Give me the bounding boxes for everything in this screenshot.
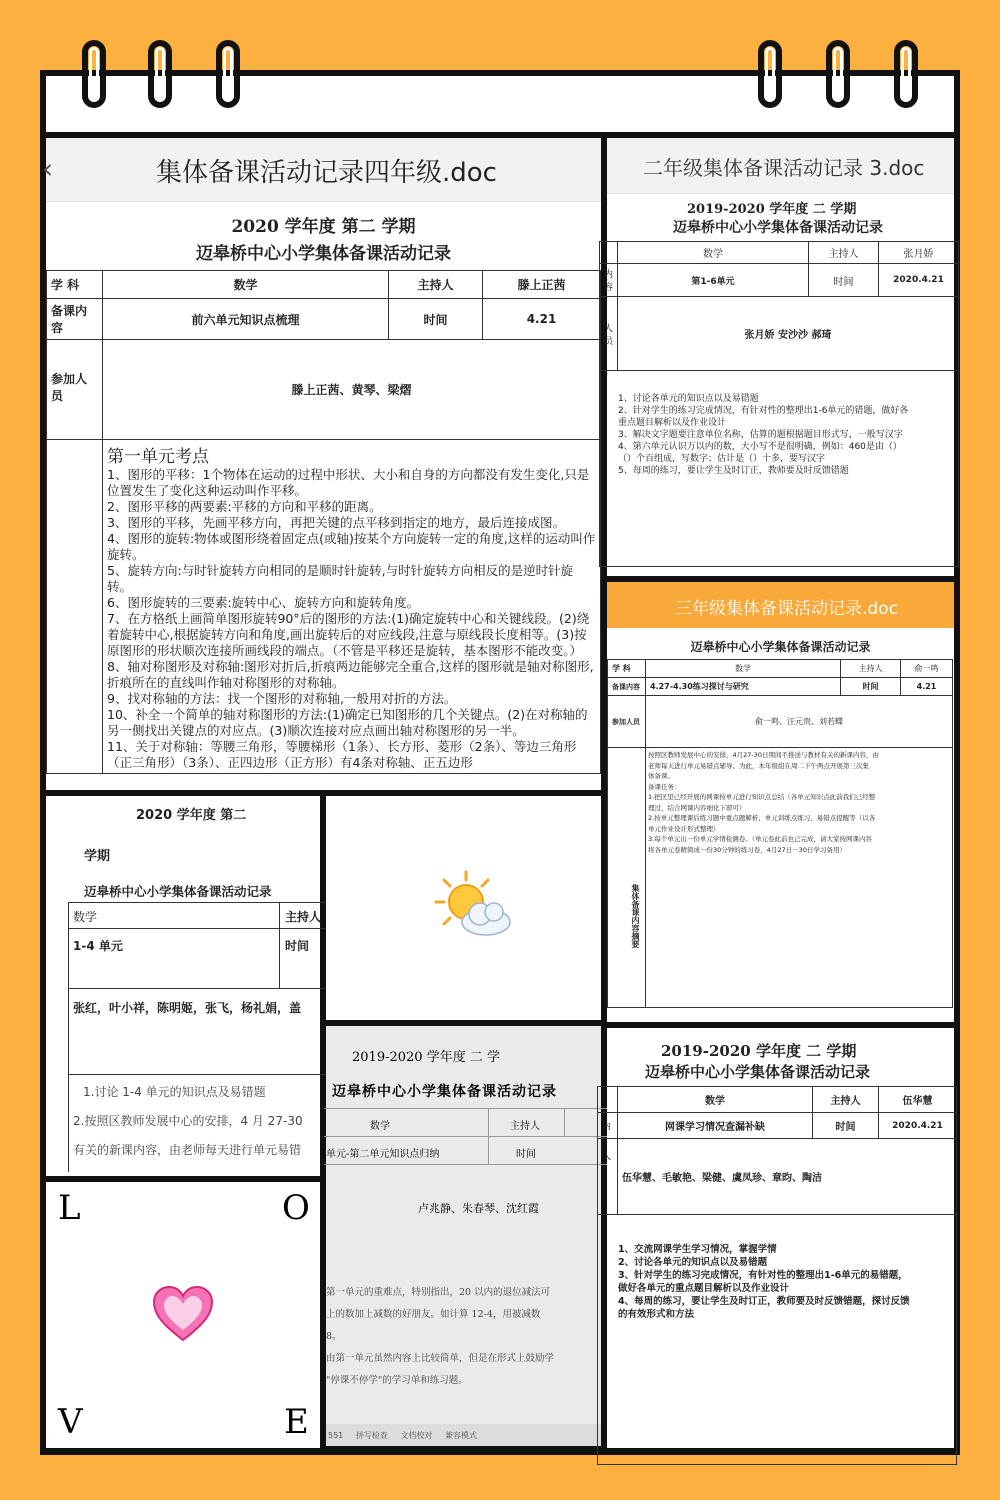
host-value: 张月娇 xyxy=(879,242,959,264)
discussion-line: 5、每周的练习，要让学生及时订正，教师要及时反馈错题 xyxy=(618,466,849,476)
time-value: 4.21 xyxy=(901,678,953,696)
discussion-line: 4、第六单元认识万以内的数，大小写不是很明确，例如：460是由（） xyxy=(618,442,902,452)
year-line: 2019-2020 学年度 二 学 xyxy=(352,1050,500,1065)
participants-value: 伍华慧、毛敏艳、梁健、虞凤珍、章昀、陶洁 xyxy=(618,1139,957,1215)
point-line: 10、补全一个简单的轴对称图形的方法:(1)确定已知图形的几个关键点。(2)在对称轴的另一侧找出关键点的对应点。(3)顺次连接对应点画出轴对称图形的另一半。 xyxy=(107,707,588,738)
content-value: 前六单元知识点梳理 xyxy=(103,299,389,340)
content-label: 备课内容 xyxy=(47,299,103,340)
summary-line: 2.按单元整理课后练习题中重点题解析、单元训练点练习、易错点提醒等（以各 xyxy=(648,814,876,822)
notes-lines xyxy=(326,1282,616,1392)
time-value: 2020.4.21 xyxy=(879,264,959,297)
discussion-line: 重点题目解析以及作业设计 xyxy=(618,418,727,428)
note-line: 由第一单元虽然内容上比较简单，但是在形式上鼓励学 xyxy=(326,1353,555,1364)
point-line: 8、轴对称图形及对称轴:图形对折后,折痕两边能够完全重合,这样的图形就是轴对称图形,折痕所在的直线叫作轴对称图形的对称轴。 xyxy=(107,659,594,690)
love-panel xyxy=(46,1182,320,1448)
pink-heart-icon xyxy=(152,1286,214,1342)
record-heading: 迈皋桥中心小学集体备课活动记录 xyxy=(196,244,451,264)
host-label: 主持人 xyxy=(285,910,322,924)
record-table xyxy=(46,270,601,774)
word-status-bar xyxy=(326,1424,601,1446)
unit-points xyxy=(107,467,596,771)
year-line: 2020 学年度 第二 学期 xyxy=(231,217,416,237)
grade4-record-panel xyxy=(42,138,601,790)
letter-e: E xyxy=(284,1402,309,1442)
record-heading: 迈皋桥中心小学集体备课活动记录 xyxy=(690,640,871,654)
participants-label: 参加人员 xyxy=(47,340,103,440)
point-line: 3、图形的平移，先画平移方向，再把关键的点平移到指定的地方，最后连接成图。 xyxy=(107,515,565,530)
letter-l: L xyxy=(58,1188,81,1228)
subject-label: 学 科 xyxy=(608,660,646,678)
status-word-count: 551 xyxy=(328,1431,344,1440)
binder-ring xyxy=(82,40,106,108)
content-value: 4.27-4.30练习探讨与研究 xyxy=(646,678,841,696)
participants-value: 张月娇 安沙沙 郝琦 xyxy=(618,297,959,371)
point-line: 11、关于对称轴：等腰三角形，等腰梯形（1条）、长方形、菱形（2条）、等边三角形（正三角形）（3条）、正四边形（正方形）有4条对称轴、正五边形 xyxy=(107,739,577,770)
time-value: 4.21 xyxy=(483,299,601,340)
summary-line: 理过，结合网课内容细化下即可） xyxy=(648,803,746,812)
time-label: 时间 xyxy=(841,678,901,696)
note-line: 8。 xyxy=(326,1331,342,1342)
summary-line: 按照区教师发展中心的安排，4月27-30日期间不推送与教材有关的新课内容，由 xyxy=(648,751,880,759)
host-label: 主持人 xyxy=(841,660,901,678)
host-label: 主持人 xyxy=(510,1121,540,1132)
point-line: 1、图形的平移：1个物体在运动的过程中形状、大小和自身的方向都没有发生变化,只是位置发生了变化这种运动叫作平移。 xyxy=(107,467,590,498)
host-value: 伍华慧 xyxy=(879,1087,957,1113)
time-label: 时间 xyxy=(516,1149,536,1160)
grade2-record-panel xyxy=(604,138,954,576)
content-value: 第1-6单元 xyxy=(618,264,809,297)
summary-line: 3.每个单元出一份单元学情检测卷。（单元卷此前也已完成，请大家按网课内容 xyxy=(648,835,872,843)
record-heading: 迈皋桥中心小学集体备课活动记录 xyxy=(645,1063,871,1081)
discussion-line: （）个百组成，写数字；估计是（）十多，要写汉字 xyxy=(618,454,826,464)
binder-ring xyxy=(148,40,172,108)
content-label: 内 xyxy=(598,1113,618,1139)
year-line: 2019-2020 学年度 二 学期 xyxy=(687,202,857,217)
spellcheck-button[interactable]: 拼写检查 xyxy=(355,1431,388,1440)
summary-line: 单元作业设计形式整理） xyxy=(648,824,720,833)
online-class-record-panel xyxy=(602,1028,954,1448)
sun-behind-cloud-icon xyxy=(434,870,514,940)
participants-value: 俞一鸣、汪元贵、刘若蝶 xyxy=(646,696,953,748)
photo-record-panel xyxy=(326,1026,601,1446)
unit-title: 第一单元考点 xyxy=(107,447,209,467)
participants-label: 人 xyxy=(598,1139,618,1215)
note-line: 第一单元的重难点，特别指出，20 以内的退位减法可 xyxy=(326,1287,551,1298)
discussion-lines xyxy=(618,1243,956,1321)
summary-line: 将各单元卷精简成一份30分钟的练习卷，4月27日－30日学习备用） xyxy=(648,845,846,854)
subject-value: 数学 xyxy=(73,910,98,924)
record-heading: 迈皋桥中心小学集体备课活动记录 xyxy=(332,1084,557,1100)
note-line: 上的数加上减数的好朋友。如计算 12-4，用被减数 xyxy=(326,1309,541,1320)
time-label: 时间 xyxy=(813,1113,879,1139)
content-label: 备课内容 xyxy=(608,678,646,696)
host-value: 俞一鸣 xyxy=(901,660,953,678)
subject-label: 学 科 xyxy=(47,271,103,299)
year-line: 2019-2020 学年度 二 学期 xyxy=(661,1042,857,1060)
summary-line: 老师每天进行单元易错点辅导。为此，本年级组在周二下午两点开展第三次集 xyxy=(648,761,869,770)
subject-value: 数学 xyxy=(370,1121,390,1132)
participants-label: 参加人员 xyxy=(608,696,646,748)
discussion-line: 2、针对学生的练习完成情况，有针对性的整理出1-6单元的错题，做好各 xyxy=(618,406,909,416)
unit1-4-record-panel xyxy=(46,796,320,1176)
record-table xyxy=(599,241,959,567)
document-title: 二年级集体备课活动记录 3.doc xyxy=(643,156,925,180)
letter-v: V xyxy=(58,1402,83,1442)
point-line: 9、找对称轴的方法：找一个图形的对称轴,一般用对折的方法。 xyxy=(107,691,457,706)
content-value: 单元-第二单元知识点归纳 xyxy=(326,1149,440,1160)
discussion-line: 1.讨论 1-4 单元的知识点及易错题 xyxy=(83,1085,266,1099)
back-chevron-icon[interactable]: ‹ xyxy=(42,152,54,185)
discussion-line: 4、每周的练习，要让学生及时订正，教师要及时反馈错题，探讨反馈 xyxy=(618,1296,910,1307)
participants-value: 滕上正茜、黄琴、梁熠 xyxy=(103,340,601,440)
notebook-top-strip xyxy=(46,76,954,132)
time-value: 2020.4.21 xyxy=(879,1113,957,1139)
subject-value: 数学 xyxy=(618,242,809,264)
time-label: 时间 xyxy=(285,939,310,953)
participants-label: 人员 xyxy=(600,297,618,371)
content-value: 1-4 单元 xyxy=(73,939,123,953)
discussion-line: 1、交流网课学生学习情况，掌握学情 xyxy=(618,1244,777,1255)
document-title: 集体备课活动记录四年级.doc xyxy=(156,158,497,188)
discussion-line: 2.按照区教师发展中心的安排，4 月 27-30 xyxy=(73,1114,303,1128)
discussion-line: 做好各单元的重点题目解析以及作业设计 xyxy=(618,1283,790,1294)
summary-line: 体备课。 xyxy=(648,772,674,780)
point-line: 2、图形平移的两要素:平移的方向和平移的距离。 xyxy=(107,499,382,514)
point-line: 6、图形旋转的三要素:旋转中心、旋转方向和旋转角度。 xyxy=(107,595,420,610)
host-label: 主持人 xyxy=(809,242,879,264)
time-label: 时间 xyxy=(389,299,483,340)
content-label: 内容 xyxy=(600,264,618,297)
binder-ring xyxy=(894,40,918,108)
discussion-line: 1、讨论各单元的知识点以及易错题 xyxy=(618,394,759,404)
discussion-line: 3、针对学生的练习完成情况，有针对性的整理出1-6单元的易错题， xyxy=(618,1270,908,1281)
term-label: 学期 xyxy=(84,849,111,864)
subject-value: 数学 xyxy=(618,1087,813,1113)
year-line: 2020 学年度 第二 xyxy=(136,808,247,823)
participants-value: 张红，叶小祥，陈明姬，张飞，杨礼娟，盖 xyxy=(73,1001,302,1015)
discussion-line: 的有效形式和方法 xyxy=(618,1309,695,1320)
grade3-record-panel xyxy=(607,582,954,1022)
host-label: 主持人 xyxy=(389,271,483,299)
host-label: 主持人 xyxy=(813,1087,879,1113)
subject-value: 数学 xyxy=(103,271,389,299)
weather-panel xyxy=(326,796,601,1020)
binder-ring xyxy=(216,40,240,108)
subject-value: 数学 xyxy=(646,660,841,678)
document-title: 三年级集体备课活动记录.doc xyxy=(675,599,898,619)
letter-o: O xyxy=(282,1188,310,1228)
point-line: 4、图形的旋转:物体或图形绕着固定点(或轴)按某个方向旋转一定的角度,这样的运动叫作旋转。 xyxy=(107,531,596,562)
binder-ring xyxy=(758,40,782,108)
discussion-line: 3、解决文字题要注意单位名称，估算的题根据题目形式写，一般写汉字 xyxy=(618,430,903,440)
record-heading: 迈皋桥中心小学集体备课活动记录 xyxy=(673,220,883,236)
point-line: 7、在方格纸上画简单图形旋转90°后的图形的方法:(1)确定旋转中心和关键线段。(2)绕着旋转中心,根据旋转方向和角度,画出旋转后的对应线段,注意与原线段长度相等。(3)按原图形的形状顺次连接所画线段的端点。（不管是平移还是旋转，基本图形不能改变。） xyxy=(107,611,590,658)
summary-lines xyxy=(648,750,952,855)
binder-ring xyxy=(826,40,850,108)
compat-mode-label: 兼容模式 xyxy=(444,1431,477,1440)
discussion-line: 2、讨论各单元的知识点以及易错题 xyxy=(618,1257,768,1268)
summary-line: 1.把区里已经开展的网课按单元进行知识点总结（各单元知识点此前我们已经整 xyxy=(648,793,876,801)
note-line: "停课不停学"的学习单和练习题。 xyxy=(326,1375,468,1386)
proofread-button[interactable]: 文档校对 xyxy=(400,1431,433,1440)
record-table xyxy=(597,1086,957,1465)
content-value: 网课学习情况查漏补缺 xyxy=(618,1113,813,1139)
discussion-line: 有关的新课内容，由老师每天进行单元易错 xyxy=(73,1143,302,1157)
record-heading: 迈皋桥中心小学集体备课活动记录 xyxy=(84,884,272,899)
host-value: 滕上正茜 xyxy=(483,271,601,299)
discussion-lines xyxy=(618,393,954,477)
point-line: 5、旋转方向:与时针旋转方向相同的是顺时针旋转,与时针旋转方向相反的是逆时针旋转。 xyxy=(107,563,574,594)
record-table xyxy=(607,659,953,1008)
summary-side-label: 集体备课内容摘要 xyxy=(608,748,646,1008)
time-label: 时间 xyxy=(809,264,879,297)
summary-line: 备课任务： xyxy=(648,782,681,791)
participants-value: 卢兆静、朱春琴、沈红霞 xyxy=(418,1202,539,1215)
